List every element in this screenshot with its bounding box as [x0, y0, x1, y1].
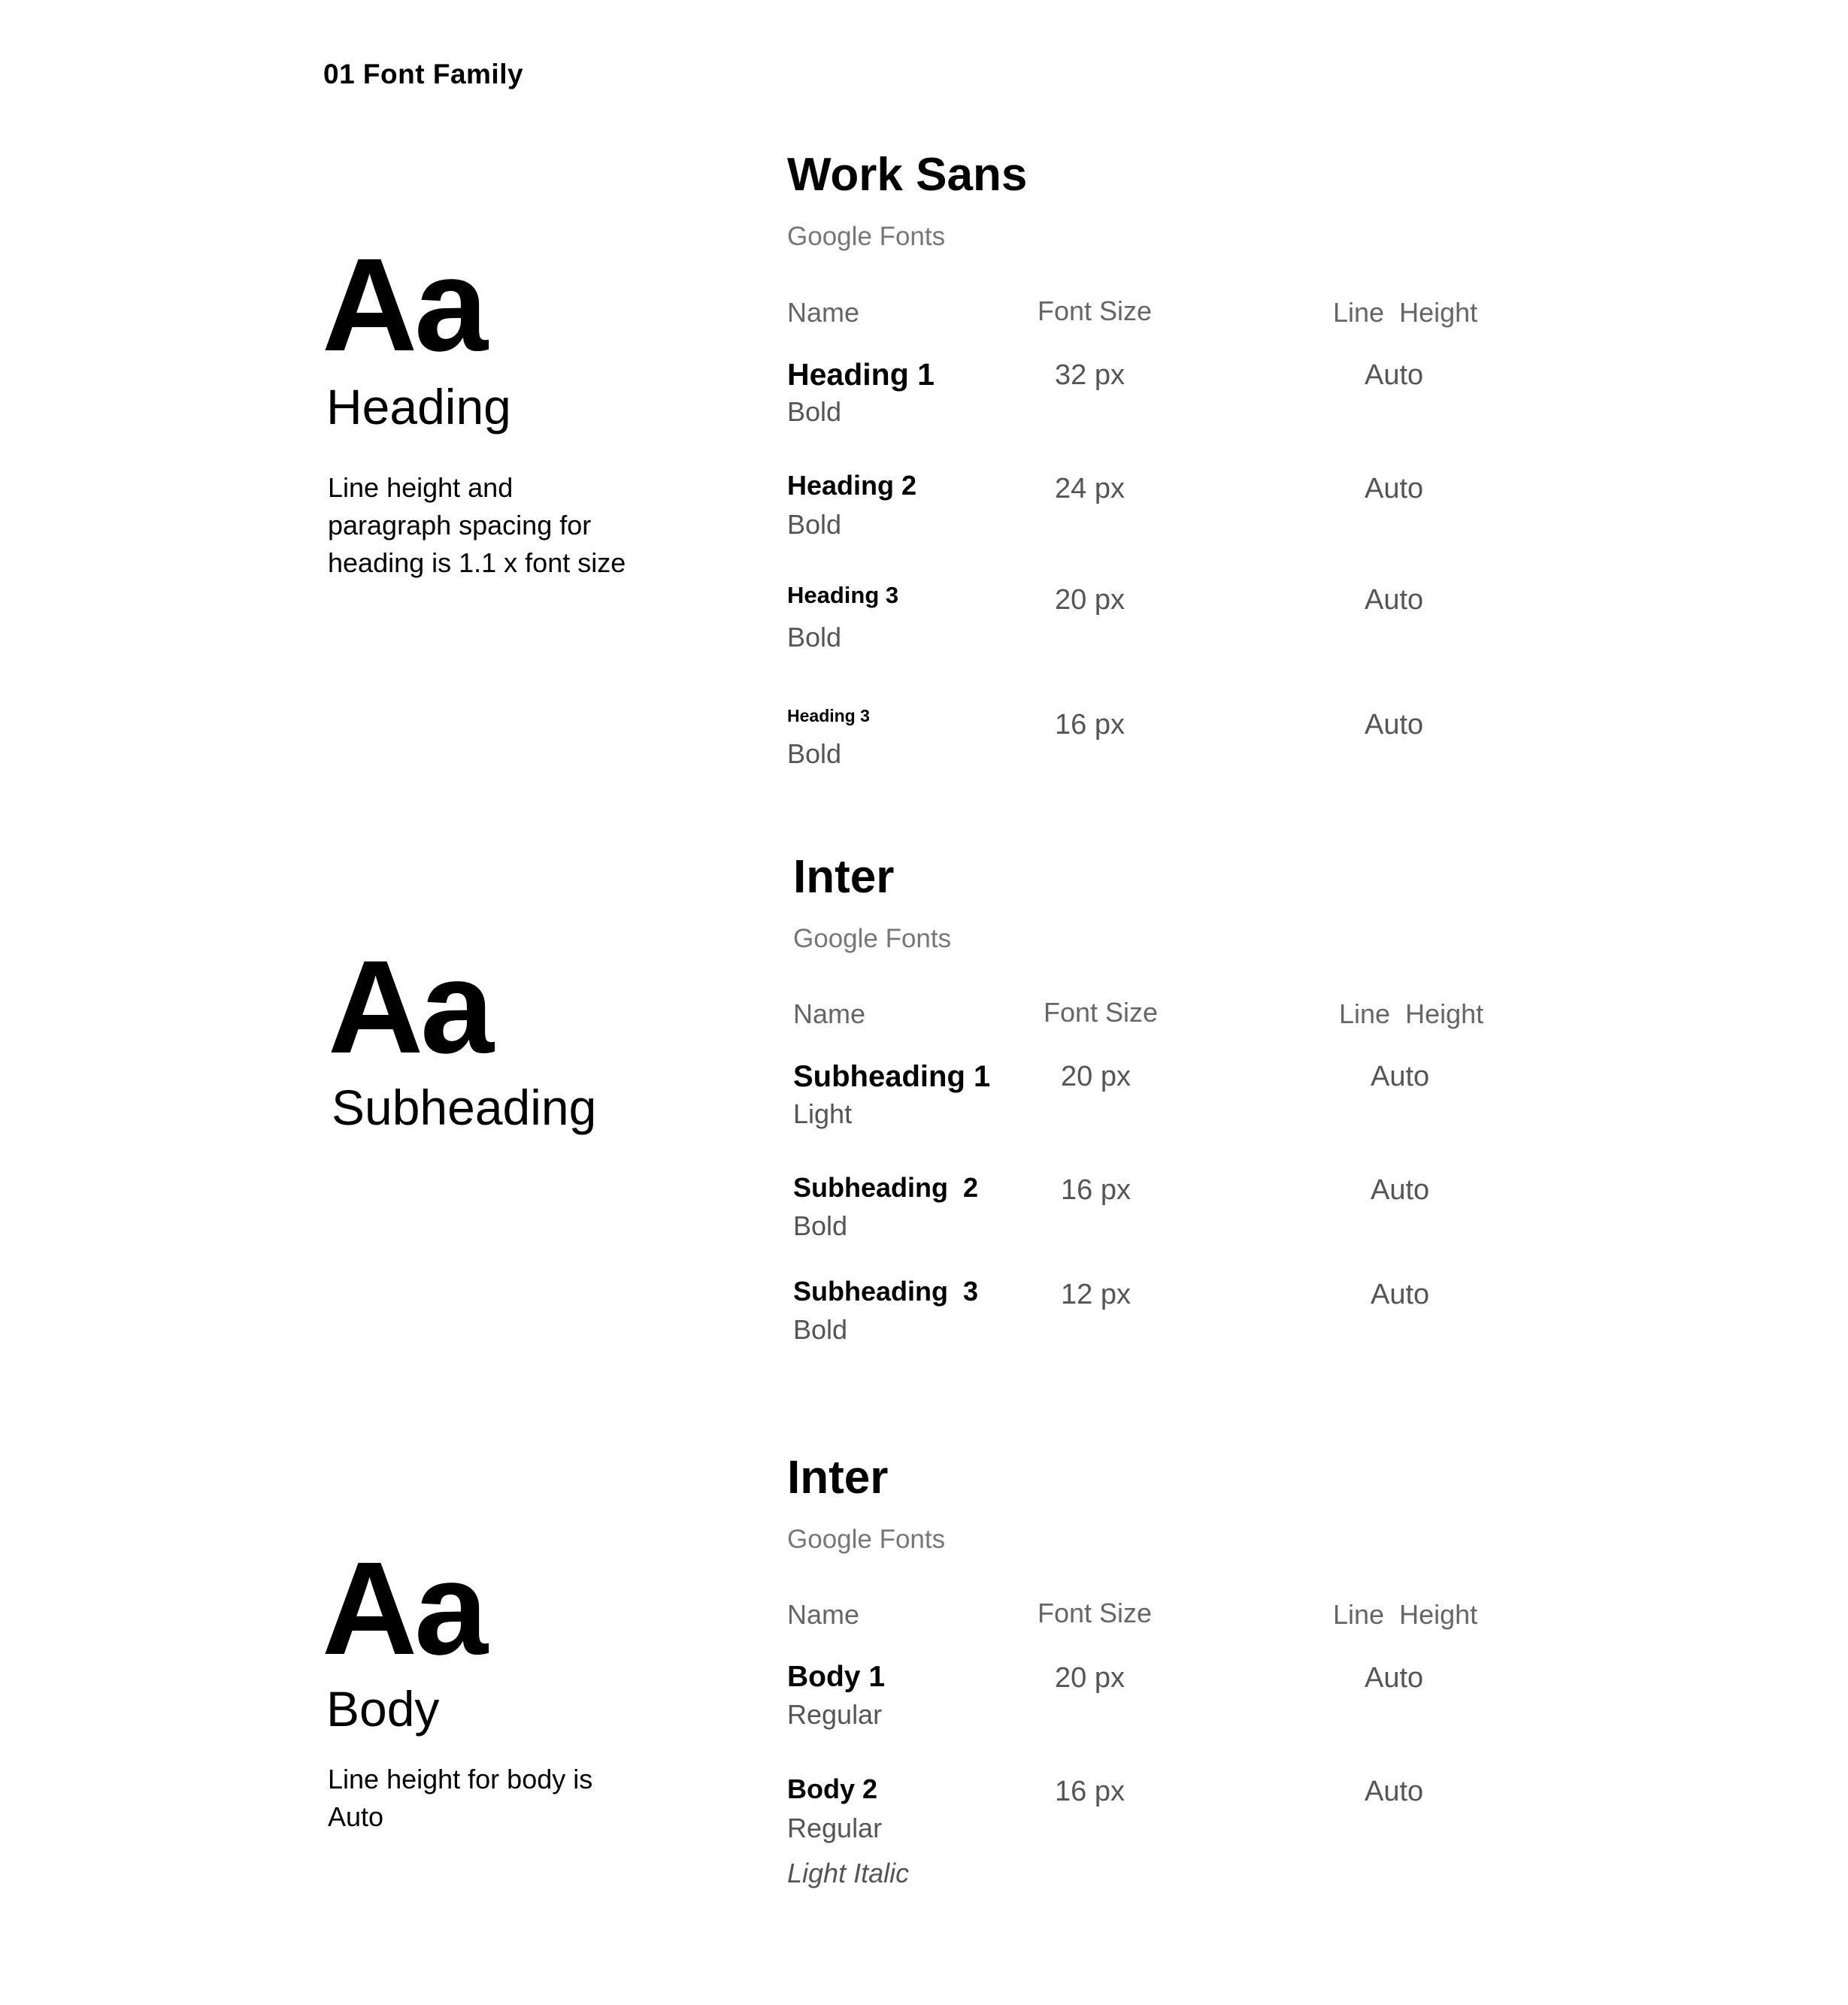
style-name: Heading 1 — [787, 357, 935, 392]
style-weight: Bold — [793, 1210, 848, 1241]
font-size-value: 32 px — [1055, 359, 1125, 391]
column-header-font-size: Font Size — [1038, 1598, 1153, 1628]
column-header-line-height: Line Height — [1333, 1599, 1478, 1630]
style-variant-note: Light Italic — [787, 1858, 910, 1888]
style-weight: Bold — [787, 396, 842, 427]
type-sample-subheading: Aa — [328, 934, 491, 1081]
style-name: Body 1 — [787, 1661, 886, 1693]
font-size-value: 16 px — [1055, 1776, 1125, 1807]
type-sample-heading: Aa — [322, 232, 485, 379]
column-header-name: Name — [787, 1599, 860, 1630]
style-name: Subheading 2 — [793, 1172, 979, 1203]
style-weight: Regular — [787, 1699, 883, 1730]
style-weight: Regular — [787, 1813, 883, 1843]
font-size-value: 16 px — [1061, 1174, 1131, 1206]
font-size-value: 20 px — [1055, 1662, 1125, 1694]
font-source: Google Fonts — [787, 1525, 946, 1554]
style-name: Subheading 1 — [793, 1060, 991, 1093]
style-weight: Bold — [787, 622, 842, 653]
line-height-value: Auto — [1365, 584, 1424, 616]
style-weight: Bold — [787, 509, 842, 540]
heading-note: Line height and paragraph spacing for heading is 1.1 x font size — [328, 472, 626, 578]
font-size-value: 12 px — [1061, 1279, 1131, 1310]
column-header-line-height: Line Height — [1339, 998, 1484, 1029]
line-height-value: Auto — [1365, 1776, 1424, 1807]
type-sample-body: Aa — [322, 1535, 485, 1682]
column-header-font-size: Font Size — [1044, 997, 1159, 1028]
line-height-value: Auto — [1371, 1279, 1430, 1310]
line-height-value: Auto — [1365, 709, 1424, 741]
font-size-value: 20 px — [1061, 1061, 1131, 1092]
font-source: Google Fonts — [793, 924, 952, 953]
style-name: Heading 3 — [787, 706, 870, 725]
font-size-value: 24 px — [1055, 473, 1125, 504]
style-weight: Light — [793, 1098, 853, 1129]
category-label-body: Body — [326, 1681, 440, 1737]
section-title: 01 Font Family — [323, 59, 524, 89]
style-weight: Bold — [787, 738, 842, 769]
font-size-value: 16 px — [1055, 709, 1125, 741]
line-height-value: Auto — [1371, 1061, 1430, 1092]
column-header-font-size: Font Size — [1038, 295, 1153, 326]
font-size-value: 20 px — [1055, 584, 1125, 616]
style-name: Heading 3 — [787, 582, 899, 608]
category-label-heading: Heading — [326, 379, 511, 435]
column-header-line-height: Line Height — [1333, 297, 1478, 328]
style-name: Body 2 — [787, 1773, 878, 1804]
font-family-name: Work Sans — [787, 149, 1028, 201]
style-name: Subheading 3 — [793, 1276, 979, 1307]
font-source: Google Fonts — [787, 222, 946, 251]
font-family-name: Inter — [787, 1452, 889, 1504]
line-height-value: Auto — [1365, 1662, 1424, 1694]
line-height-value: Auto — [1371, 1174, 1430, 1206]
font-family-name: Inter — [793, 851, 895, 903]
column-header-name: Name — [787, 297, 860, 328]
column-header-name: Name — [793, 998, 866, 1029]
line-height-value: Auto — [1365, 473, 1424, 504]
style-name: Heading 2 — [787, 470, 917, 501]
body-note: Line height for body is Auto — [328, 1764, 593, 1832]
category-label-subheading: Subheading — [332, 1080, 597, 1135]
line-height-value: Auto — [1365, 359, 1424, 391]
style-weight: Bold — [793, 1314, 848, 1345]
